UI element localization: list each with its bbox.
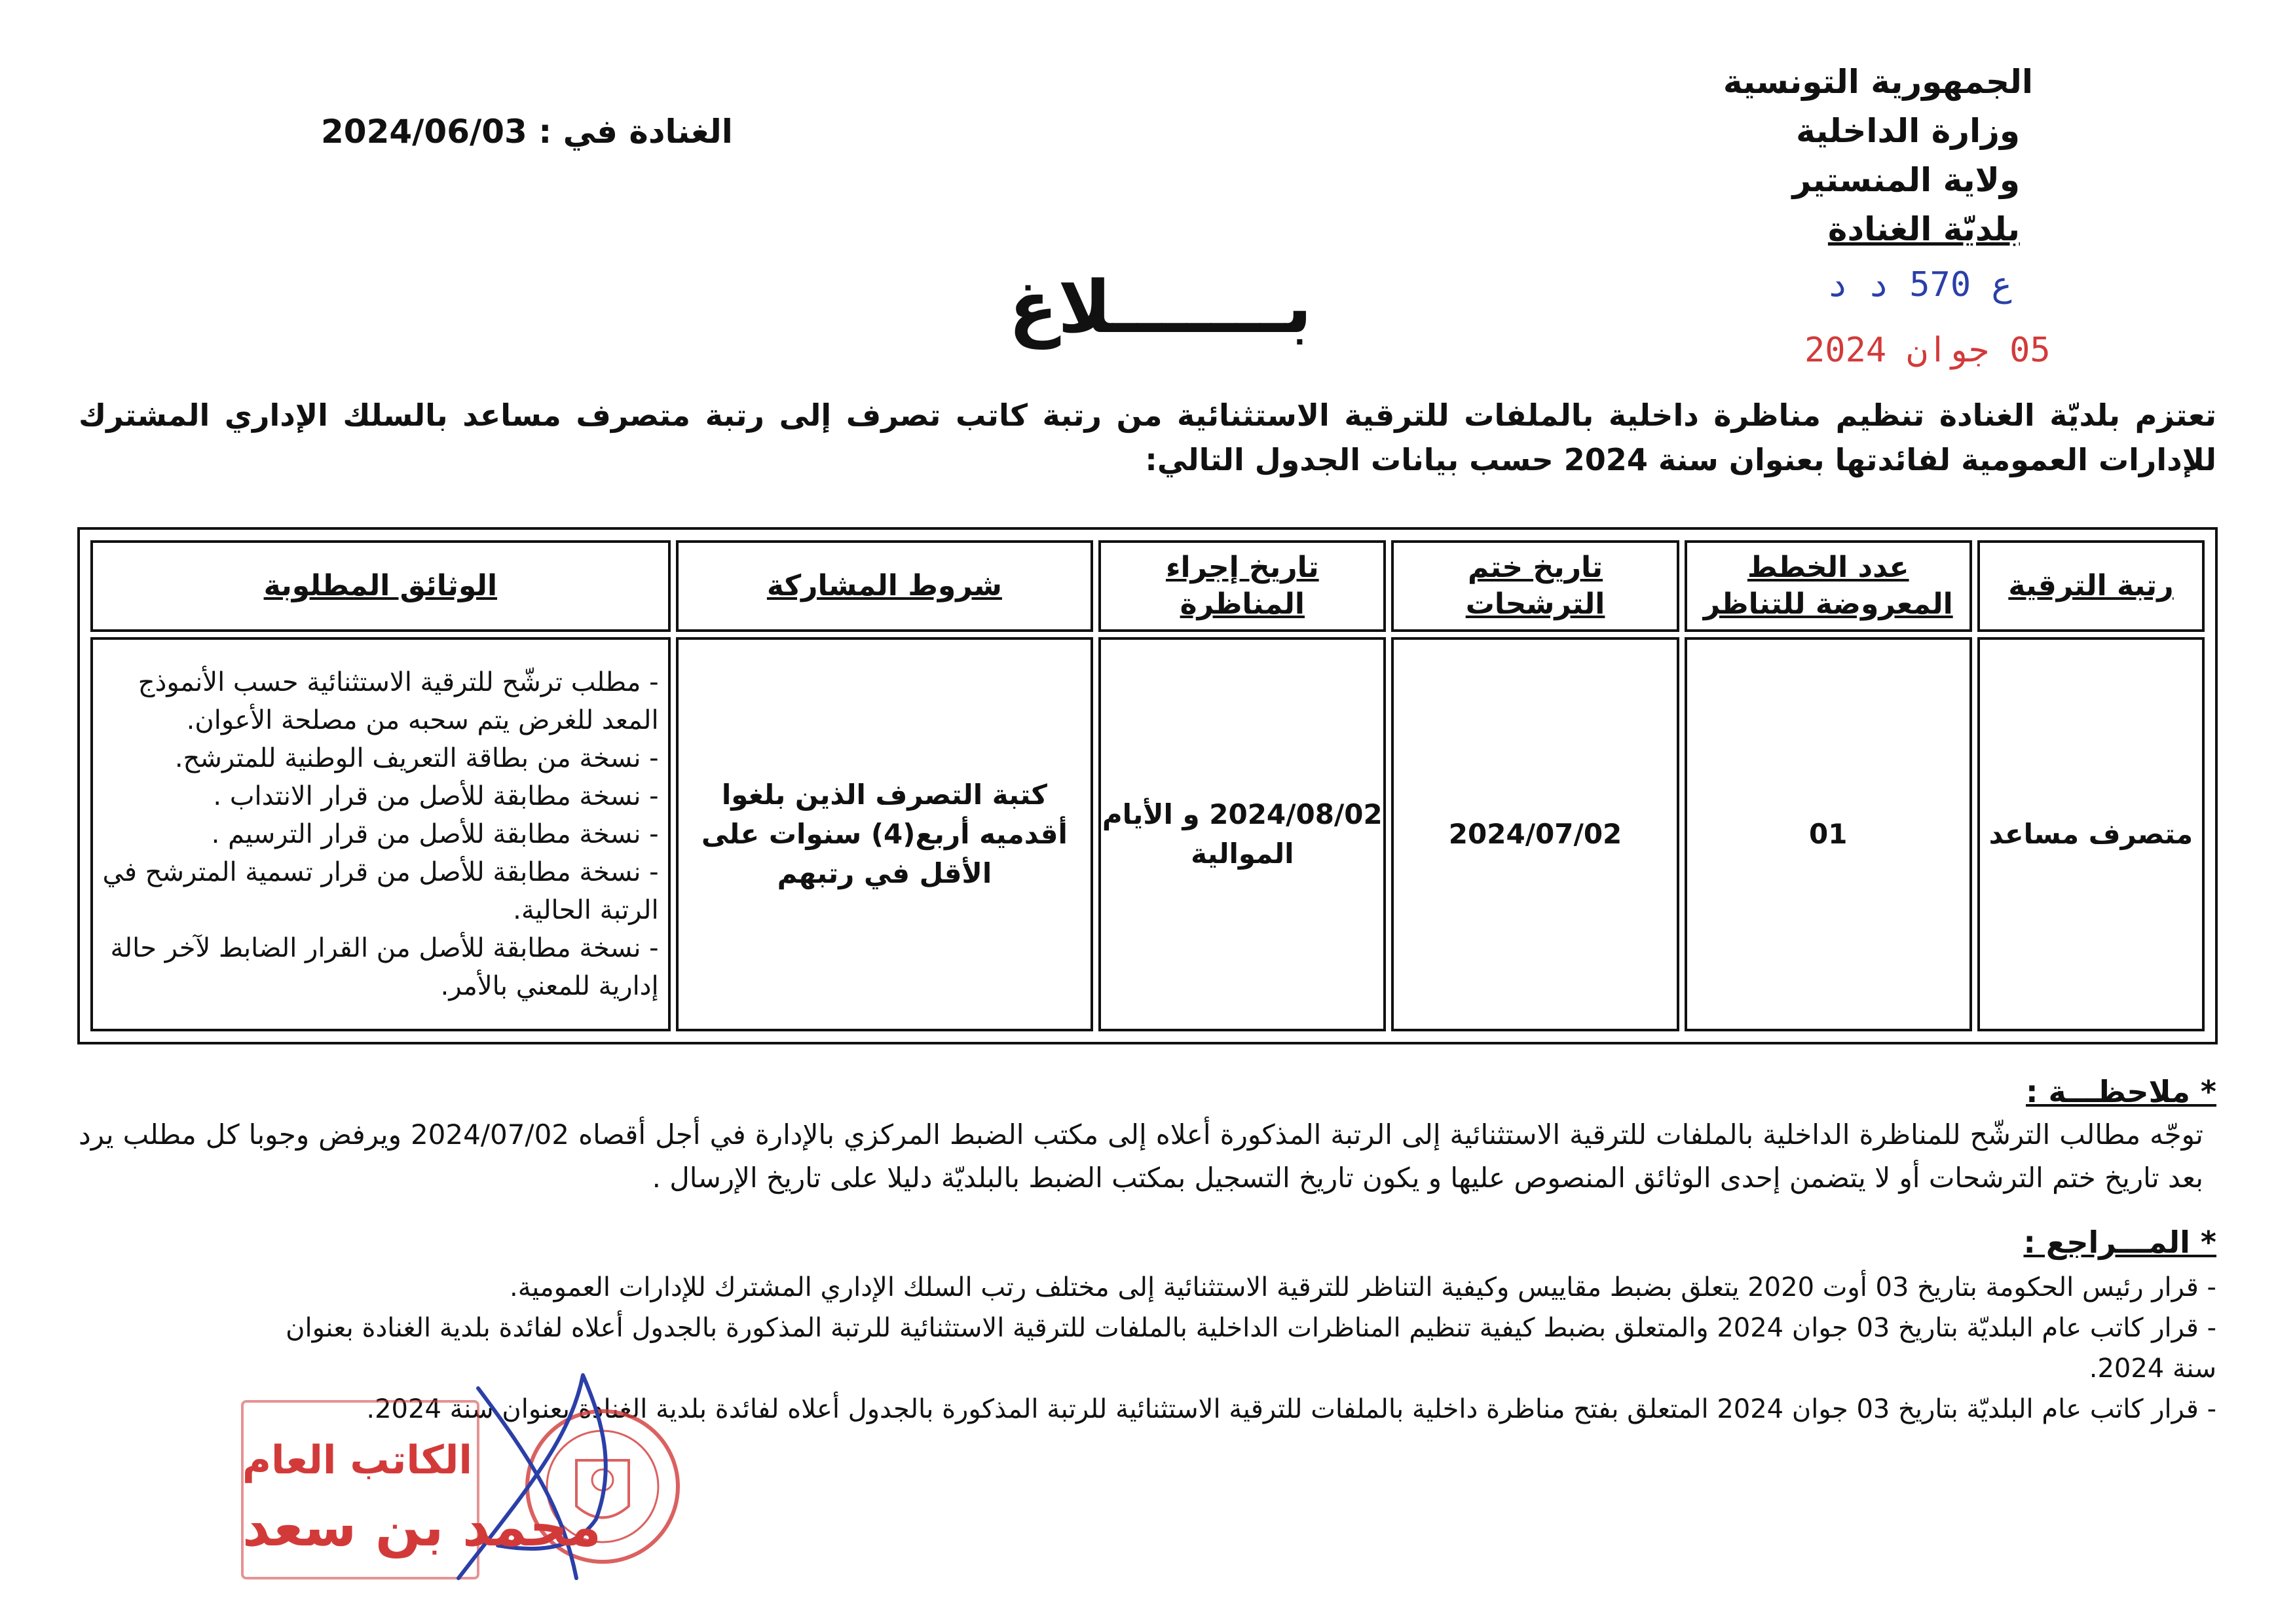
- document-item: - نسخة مطابقة للأصل من القرار الضابط لآخر حالة إدارية للمعني بالأمر.: [110, 933, 659, 1001]
- reference-item: - قرار كاتب عام البلديّة بتاريخ 03 جوان 2024 المتعلق بفتح مناظرة داخلية بالملفات للترقية الاستثنائية للرتبة المذكورة بالجدول أعلاه لفائدة بلدية الغنادة بعنوان سنة 2024.: [366, 1394, 2216, 1424]
- header-conditions: شروط المشاركة: [676, 540, 1094, 632]
- cell-rank: متصرف مساعد: [1977, 637, 2205, 1031]
- announcement-table: [77, 527, 2218, 1044]
- header-documents: الوثائق المطلوبة: [90, 540, 671, 632]
- signatory-name: محمد بن سعد: [242, 1496, 602, 1559]
- document-item: - مطلب ترشّح للترقية الاستثنائية حسب الأنموذج المعد للغرض يتم سحبه من مصلحة الأعوان.: [138, 667, 659, 735]
- signatory-title: الكاتب العام: [242, 1437, 472, 1483]
- cell-deadline: 2024/07/02: [1391, 637, 1679, 1031]
- document-item: - نسخة من بطاقة التعريف الوطنية للمترشح.: [174, 743, 659, 773]
- header-municipality: بلديّة الغنادة: [1827, 210, 2020, 248]
- header-governorate: ولاية المنستير: [1792, 161, 2020, 199]
- cell-documents: [90, 637, 671, 1031]
- reference-number: ع 570 د د: [1827, 265, 2012, 304]
- header-rank: رتبة الترقية: [1977, 540, 2205, 632]
- document-item: - نسخة مطابقة للأصل من قرار الانتداب .: [213, 781, 659, 811]
- table-header-row: [90, 540, 2205, 632]
- place-date: الغنادة في : 2024/06/03: [321, 113, 733, 151]
- note-body: توجّه مطالب الترشّح للمناظرة الداخلية بالملفات للترقية الاستثنائية إلى الرتبة المذكورة أعلاه إلى مكتب الضبط المركزي بالإدارة في أجل أقصاه 2024/07/02 ويرفض وجوبا كل مطلب يرد بعد تاريخ ختم الترشحات أو لا يتضمن إحدى الوثائق المنصوص عليها و يكون تاريخ التسجيل بمكتب الضبط بالبلديّة دليلا على تاريخ الإرسال .: [79, 1118, 2203, 1194]
- received-date-stamp: 05 جوان 2024: [1804, 331, 2051, 370]
- header-posts: عدد الخطط المعروضة للتناظر: [1685, 540, 1972, 632]
- header-deadline: تاريخ ختم الترشحات: [1391, 540, 1679, 632]
- cell-conditions: كتبة التصرف الذين بلغوا أقدميه أربع(4) سنوات على الأقل في رتبهم: [676, 637, 1094, 1031]
- page-title: بـــــــلاغ: [1009, 265, 1313, 349]
- intro-paragraph: تعتزم بلديّة الغنادة تنظيم مناظرة داخلية بالملفات للترقية الاستثنائية من رتبة كاتب تصرف إلى رتبة متصرف مساعد بالسلك الإداري المشترك للإدارات العمومية لفائدتها بعنوان سنة 2024 حسب بيانات الجدول التالي:: [79, 397, 2216, 477]
- reference-item: - قرار كاتب عام البلديّة بتاريخ 03 جوان 2024 والمتعلق بضبط كيفية تنظيم المناظرات الداخلية بالملفات للترقية الاستثنائية للرتبة المذكورة بالجدول أعلاه لفائدة بلدية الغنادة بعنوان سنة 2024.: [286, 1313, 2216, 1384]
- header-exam-date: تاريخ إجراء المناظرة: [1098, 540, 1386, 632]
- document-item: - نسخة مطابقة للأصل من قرار الترسيم .: [211, 819, 659, 849]
- note-heading: * ملاحظـــة :: [2026, 1074, 2216, 1109]
- references-heading: * المـــراجع :: [2023, 1225, 2216, 1260]
- table-row: [90, 637, 2205, 1031]
- cell-exam-date: 2024/08/02 و الأيام الموالية: [1098, 637, 1386, 1031]
- reference-item: - قرار رئيس الحكومة بتاريخ 03 أوت 2020 يتعلق بضبط مقاييس وكيفية التناظر للترقية الاستثنائية إلى مختلف رتب السلك الإداري المشترك للإدارات العمومية.: [510, 1272, 2216, 1302]
- document-item: - نسخة مطابقة للأصل من قرار تسمية المترشح في الرتبة الحالية.: [102, 857, 659, 925]
- header-republic: الجمهورية التونسية: [1723, 63, 2033, 101]
- cell-posts: 01: [1685, 637, 1972, 1031]
- header-ministry: وزارة الداخلية: [1796, 112, 2020, 150]
